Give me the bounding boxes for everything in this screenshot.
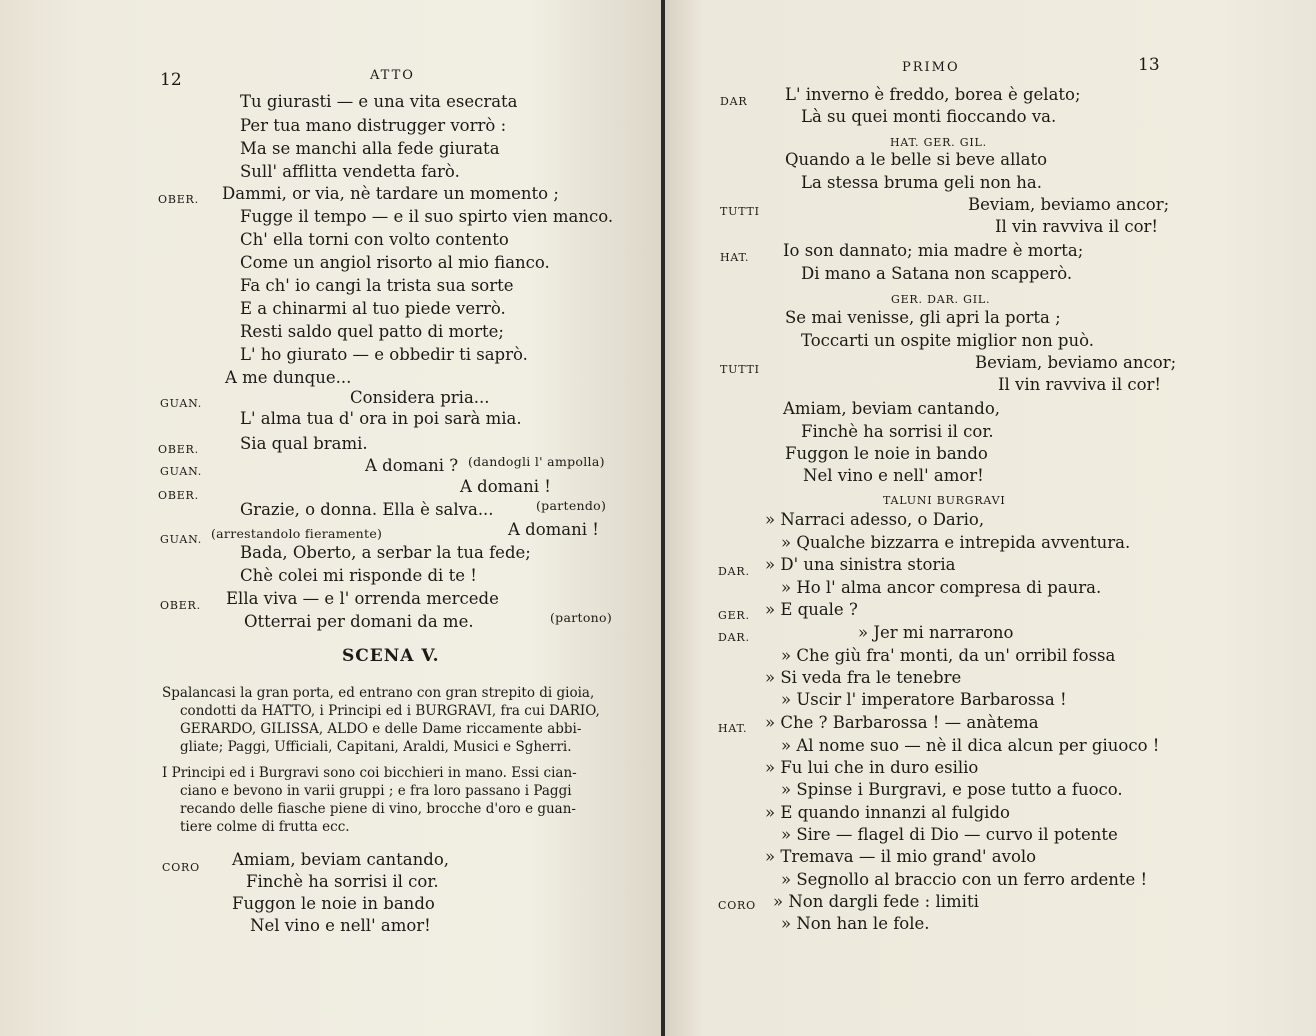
speaker-label: GUAN. — [160, 465, 203, 478]
verse-line: » Non dargli fede : limiti — [773, 892, 979, 911]
verse-line: Amiam, beviam cantando, — [783, 399, 1001, 418]
verse-line: Ch' ella torni con volto contento — [240, 230, 509, 249]
verse-line: » Jer mi narrarono — [858, 623, 1014, 642]
speaker-group-label: HAT. GER. GIL. — [890, 136, 987, 149]
speaker-label: TUTTI — [720, 363, 760, 376]
speaker-label: OBER. — [158, 489, 199, 502]
verse-line: » Che ? Barbarossa ! — anàtema — [765, 713, 1039, 732]
speaker-label: CORO — [162, 861, 200, 874]
verse-line: A domani ! — [460, 477, 551, 496]
stage-direction: (dandogli l' ampolla) — [468, 454, 605, 469]
speaker-label: DAR — [720, 95, 748, 108]
verse-line: Io son dannato; mia madre è morta; — [783, 241, 1084, 260]
verse-line: Fa ch' io cangi la trista sua sorte — [240, 276, 514, 295]
stage-direction-line: ciano e bevono in varii gruppi ; e fra loro passano i Paggi — [180, 783, 572, 799]
verse-line: L' inverno è freddo, borea è gelato; — [785, 85, 1081, 104]
stage-direction-line: GERARDO, GILISSA, ALDO e delle Dame riccamente abbi- — [180, 721, 582, 737]
scene-title: SCENA V. — [342, 646, 440, 666]
verse-line: Amiam, beviam cantando, — [232, 850, 450, 869]
stage-direction-line: condotti da HATTO, i Principi ed i BURGRAVI, fra cui DARIO, — [180, 703, 600, 719]
verse-line: Ella viva — e l' orrenda mercede — [226, 589, 499, 608]
verse-line: » Uscir l' imperatore Barbarossa ! — [781, 690, 1067, 709]
speaker-label: GUAN. — [160, 533, 203, 546]
verse-line: Finchè ha sorrisi il cor. — [801, 422, 994, 441]
running-header-right: PRIMO — [902, 60, 960, 75]
verse-line: » Segnollo al braccio con un ferro ardente ! — [781, 870, 1148, 889]
verse-line: » D' una sinistra storia — [765, 555, 956, 574]
verse-line: » Tremava — il mio grand' avolo — [765, 847, 1037, 866]
page-number-right: 13 — [1138, 55, 1160, 75]
verse-line: Nel vino e nell' amor! — [250, 916, 431, 935]
speaker-group-label: GER. DAR. GIL. — [891, 293, 991, 306]
verse-line: L' alma tua d' ora in poi sarà mia. — [240, 409, 522, 428]
verse-line: Là su quei monti fioccando va. — [801, 107, 1057, 126]
speaker-label: CORO — [718, 899, 756, 912]
verse-line: A domani ? — [365, 456, 459, 475]
verse-line: Fugge il tempo — e il suo spirto vien manco. — [240, 207, 614, 226]
right-page — [665, 0, 1316, 1036]
speaker-label: GUAN. — [160, 397, 203, 410]
verse-line: » E quale ? — [765, 600, 858, 619]
stage-direction: (partendo) — [536, 498, 607, 513]
speaker-label: GER. — [718, 609, 750, 622]
verse-line: » Ho l' alma ancor compresa di paura. — [781, 578, 1102, 597]
verse-line: » Al nome suo — nè il dica alcun per giuoco ! — [781, 736, 1160, 755]
speaker-label: OBER. — [158, 193, 199, 206]
verse-line: Per tua mano distrugger vorrò : — [240, 116, 507, 135]
verse-line: Fuggon le noie in bando — [785, 444, 988, 463]
speaker-label: DAR. — [718, 631, 750, 644]
stage-direction-line: Spalancasi la gran porta, ed entrano con gran strepito di gioia, — [162, 685, 595, 701]
speaker-label: OBER. — [160, 599, 201, 612]
speaker-label: HAT. — [718, 722, 748, 735]
speaker-label: HAT. — [720, 251, 750, 264]
verse-line: Dammi, or via, nè tardare un momento ; — [222, 184, 559, 203]
verse-line: Se mai venisse, gli apri la porta ; — [785, 308, 1061, 327]
verse-line: » E quando innanzi al fulgido — [765, 803, 1010, 822]
verse-line: La stessa bruma geli non ha. — [801, 173, 1042, 192]
verse-line: Come un angiol risorto al mio fianco. — [240, 253, 550, 272]
verse-line: » Non han le fole. — [781, 914, 930, 933]
stage-direction: (arrestandolo fieramente) — [211, 526, 383, 541]
running-header-left: ATTO — [370, 68, 415, 83]
verse-line: Grazie, o donna. Ella è salva... — [240, 500, 494, 519]
verse-line: Sia qual brami. — [240, 434, 368, 453]
stage-direction-line: recando delle fiasche piene di vino, brocche d'oro e guan- — [180, 801, 576, 817]
verse-line: Resti saldo quel patto di morte; — [240, 322, 504, 341]
verse-line: Di mano a Satana non scapperò. — [801, 264, 1073, 283]
verse-line: A domani ! — [508, 520, 599, 539]
speaker-label: DAR. — [718, 565, 750, 578]
verse-line: Toccarti un ospite miglior non può. — [801, 331, 1095, 350]
verse-line: » Narraci adesso, o Dario, — [765, 510, 985, 529]
speaker-label: TUTTI — [720, 205, 760, 218]
verse-line: Bada, Oberto, a serbar la tua fede; — [240, 543, 531, 562]
verse-line: Nel vino e nell' amor! — [803, 466, 984, 485]
verse-line: » Si veda fra le tenebre — [765, 668, 962, 687]
verse-line: » Fu lui che in duro esilio — [765, 758, 979, 777]
speaker-group-label: TALUNI BURGRAVI — [883, 494, 1006, 507]
verse-line: Considera pria... — [350, 388, 490, 407]
verse-line: Il vin ravviva il cor! — [995, 217, 1159, 236]
speaker-label: OBER. — [158, 443, 199, 456]
verse-line: » Qualche bizzarra e intrepida avventura. — [781, 533, 1131, 552]
verse-line: L' ho giurato — e obbedir ti saprò. — [240, 345, 528, 364]
verse-line: Il vin ravviva il cor! — [998, 375, 1162, 394]
verse-line: » Spinse i Burgravi, e pose tutto a fuoco. — [781, 780, 1123, 799]
verse-line: Beviam, beviamo ancor; — [968, 195, 1170, 214]
verse-line: Finchè ha sorrisi il cor. — [246, 872, 439, 891]
verse-line: Tu giurasti — e una vita esecrata — [240, 92, 518, 111]
stage-direction-line: gliate; Paggi, Ufficiali, Capitani, Araldi, Musici e Sgherri. — [180, 739, 572, 755]
verse-line: Ma se manchi alla fede giurata — [240, 139, 500, 158]
verse-line: » Sire — flagel di Dio — curvo il potente — [781, 825, 1118, 844]
stage-direction: (partono) — [550, 610, 613, 625]
page-number-left: 12 — [160, 70, 182, 90]
verse-line: » Che giù fra' monti, da un' orribil fossa — [781, 646, 1116, 665]
verse-line: Quando a le belle si beve allato — [785, 150, 1048, 169]
stage-direction-line: I Principi ed i Burgravi sono coi bicchieri in mano. Essi cian- — [162, 765, 577, 781]
verse-line: Chè colei mi risponde di te ! — [240, 566, 477, 585]
verse-line: Otterrai per domani da me. — [244, 612, 474, 631]
verse-line: Fuggon le noie in bando — [232, 894, 435, 913]
verse-line: A me dunque... — [225, 368, 352, 387]
verse-line: Sull' afflitta vendetta farò. — [240, 162, 460, 181]
stage-direction-line: tiere colme di frutta ecc. — [180, 819, 350, 835]
verse-line: E a chinarmi al tuo piede verrò. — [240, 299, 506, 318]
verse-line: Beviam, beviamo ancor; — [975, 353, 1177, 372]
